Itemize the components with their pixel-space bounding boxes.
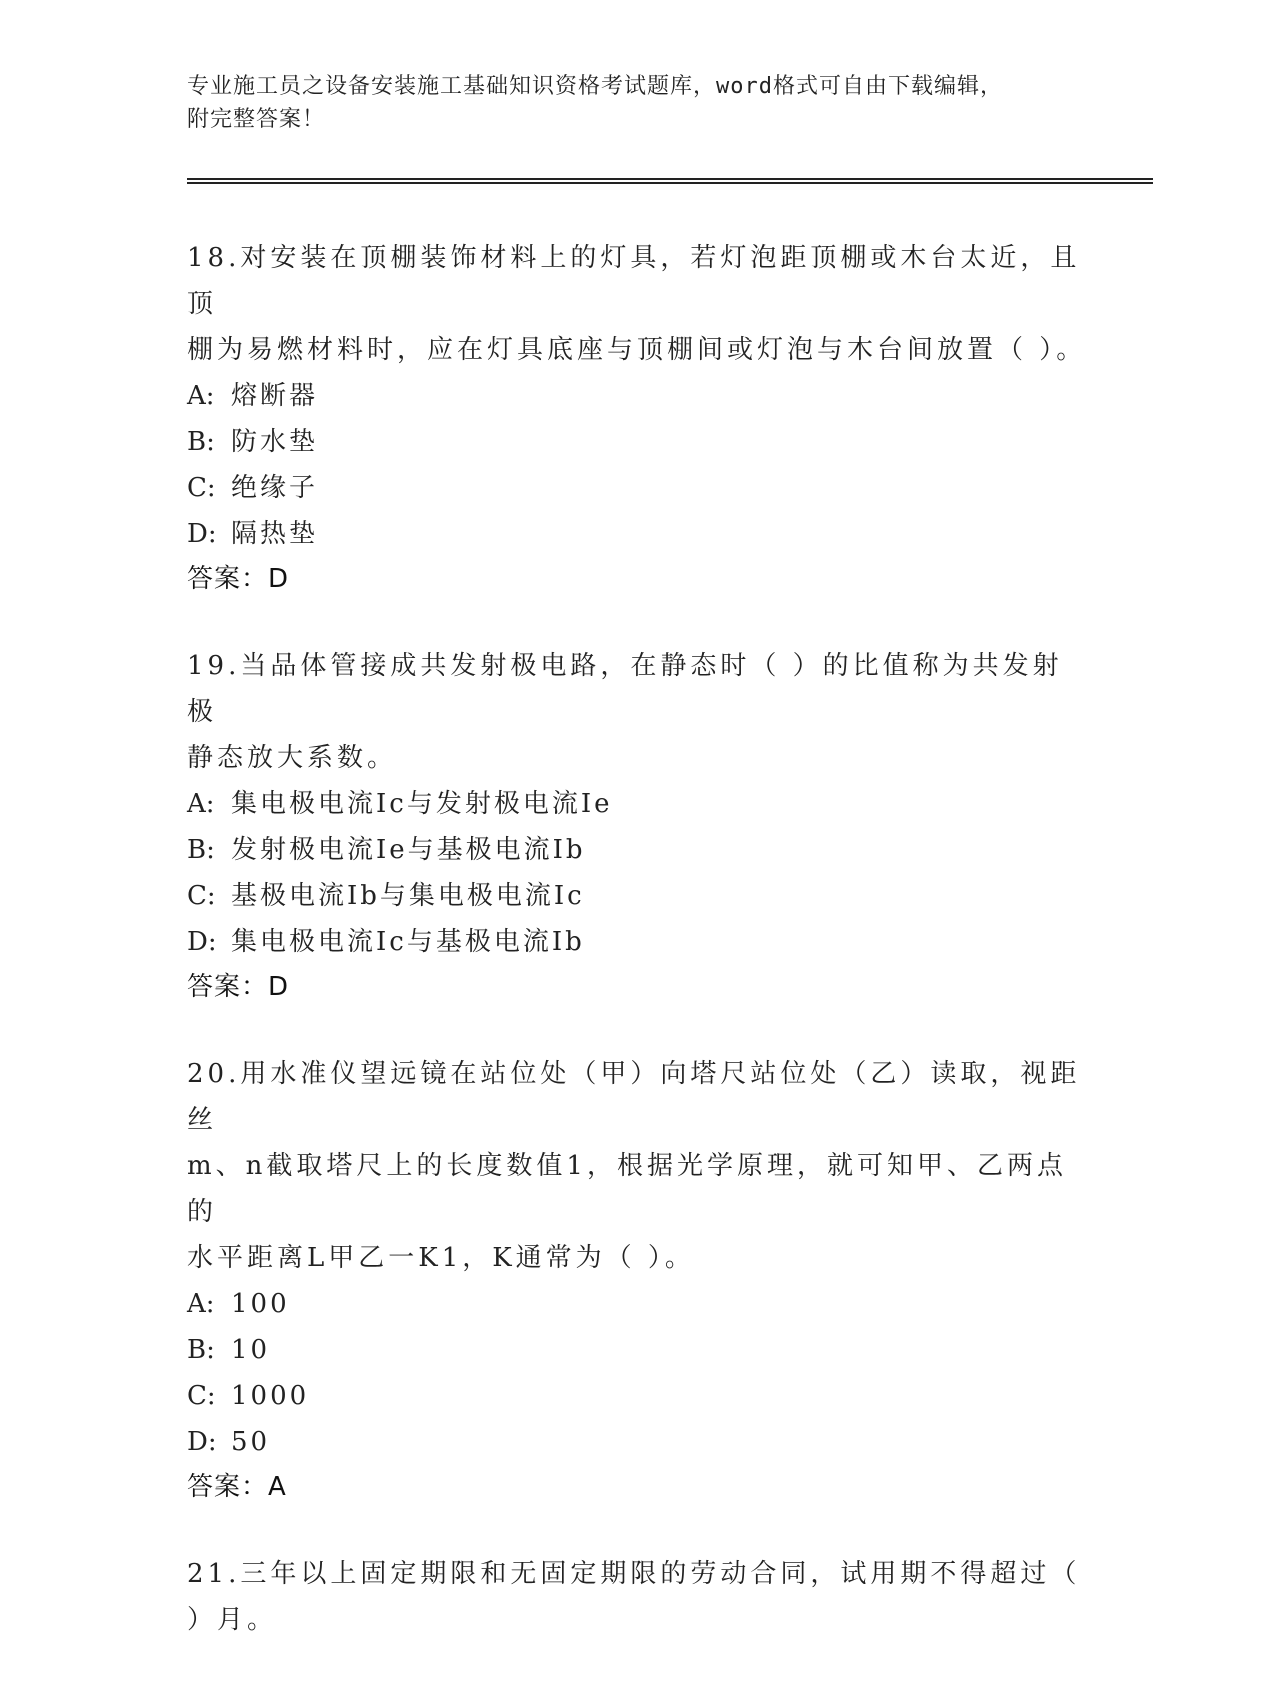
option-b (187, 1327, 1087, 1373)
answer-line (187, 1465, 1087, 1509)
option-key: B: (187, 835, 215, 865)
option-key: C: (187, 1381, 216, 1411)
answer-line (187, 965, 1087, 1009)
option-text: 基极电流Ib与集电极电流Ic (231, 881, 585, 911)
answer-value: A (268, 1472, 287, 1502)
option-key: A: (187, 789, 215, 819)
option-b (187, 419, 1087, 465)
answer-value: D (268, 972, 290, 1002)
option-c (187, 465, 1087, 511)
option-key: D: (187, 1427, 217, 1457)
option-d (187, 511, 1087, 557)
option-a (187, 373, 1087, 419)
question-text-line: 棚为易燃材料时，应在灯具底座与顶棚间或灯泡与木台间放置（ ）。 (187, 335, 1087, 365)
header-line-1: 专业施工员之设备安装施工基础知识资格考试题库，word格式可自由下载编辑， (187, 74, 1003, 99)
question-19 (187, 643, 1087, 1009)
header-divider-top (187, 178, 1153, 180)
header-divider-bottom (187, 182, 1153, 184)
question-text-line: 静态放大系数。 (187, 743, 398, 773)
option-text: 集电极电流Ic与发射极电流Ie (231, 789, 613, 819)
option-key: D: (187, 927, 217, 957)
question-list (187, 235, 1087, 1685)
option-d (187, 919, 1087, 965)
option-text: 10 (231, 1335, 271, 1365)
option-text: 防水垫 (231, 427, 319, 457)
answer-value: D (268, 564, 290, 594)
option-text: 熔断器 (231, 381, 319, 411)
question-20 (187, 1051, 1087, 1509)
option-key: A: (187, 1289, 215, 1319)
answer-label: 答案： (187, 564, 269, 594)
question-text-line: 20.用水准仪望远镜在站位处（甲）向塔尺站位处（乙）读取，视距丝 (187, 1059, 1081, 1135)
option-text: 发射极电流Ie与基极电流Ib (231, 835, 586, 865)
answer-label: 答案： (187, 972, 269, 1002)
answer-label: 答案： (187, 1472, 269, 1502)
option-key: B: (187, 1335, 215, 1365)
question-text-line: 水平距离L甲乙一K1，K通常为（ ）。 (187, 1243, 695, 1273)
option-text: 隔热垫 (231, 519, 319, 549)
header-line-2: 附完整答案！ (187, 107, 326, 132)
document-header (187, 70, 1087, 136)
option-c (187, 1373, 1087, 1419)
question-18 (187, 235, 1087, 601)
option-key: B: (187, 427, 215, 457)
option-a (187, 781, 1087, 827)
option-key: D: (187, 519, 217, 549)
question-text-line: ）月。 (187, 1605, 278, 1635)
question-text-line: 21.三年以上固定期限和无固定期限的劳动合同，试用期不得超过（ (187, 1559, 1081, 1589)
option-text: 集电极电流Ic与基极电流Ib (231, 927, 585, 957)
option-d (187, 1419, 1087, 1465)
option-b (187, 827, 1087, 873)
option-text: 50 (231, 1427, 271, 1457)
question-text-line: m、n截取塔尺上的长度数值1，根据光学原理，就可知甲、乙两点的 (187, 1151, 1067, 1227)
option-a (187, 1281, 1087, 1327)
option-key: C: (187, 473, 216, 503)
option-key: A: (187, 381, 215, 411)
question-text-line: 18.对安装在顶棚装饰材料上的灯具，若灯泡距顶棚或木台太近，且顶 (187, 243, 1081, 319)
option-text: 1000 (231, 1381, 310, 1411)
option-text: 绝缘子 (231, 473, 319, 503)
question-21 (187, 1551, 1087, 1643)
answer-line (187, 557, 1087, 601)
option-text: 100 (231, 1289, 290, 1319)
option-key: C: (187, 881, 216, 911)
question-text-line: 19.当品体管接成共发射极电路，在静态时（ ）的比值称为共发射极 (187, 651, 1063, 727)
option-c (187, 873, 1087, 919)
